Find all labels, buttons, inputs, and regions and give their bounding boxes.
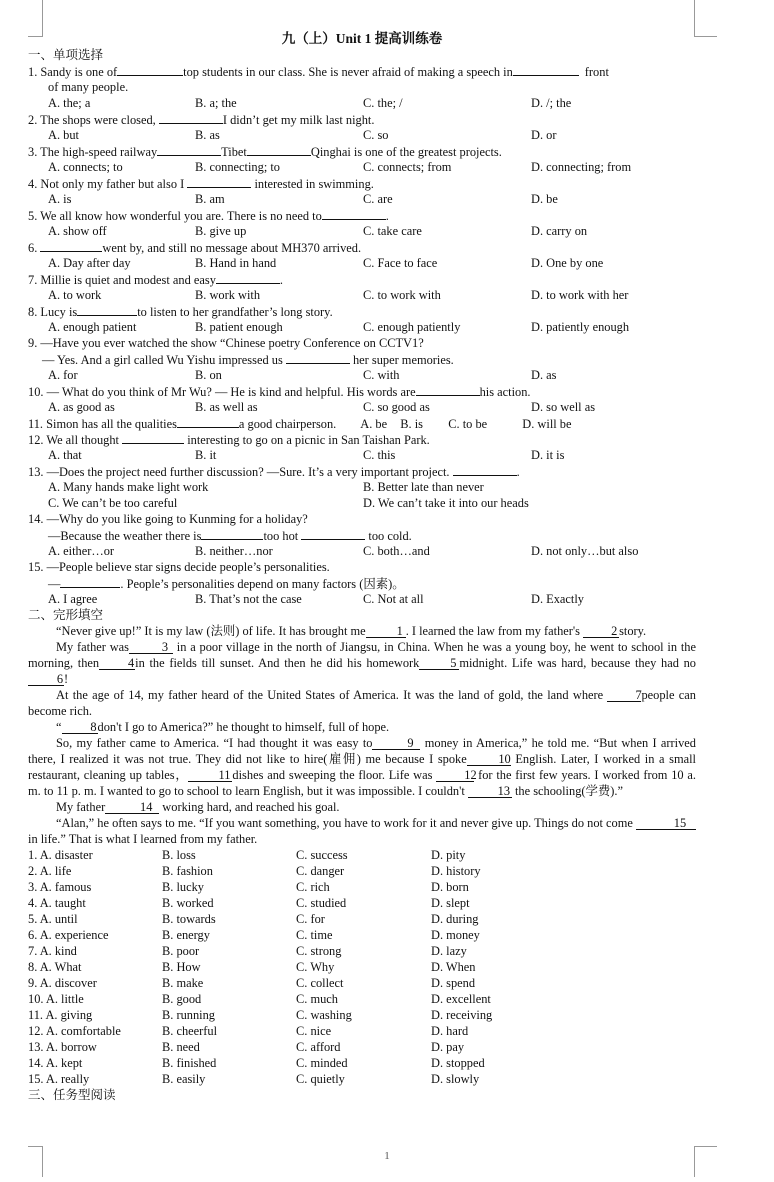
question-13: 13. —Does the project need further discussion? —Sure. It’s a very important project. . [28, 465, 520, 479]
cloze-paragraph-1: “Never give up!” It is my law (法则) of life. It has brought me 1 . I learned the law from my father's 2 story. [56, 624, 647, 638]
cloze-option-row: 11. A. giving B. running C. washing D. receiving [28, 1008, 493, 1022]
question-15-cont: — . People’s personalities depend on many factors (因素)。 [48, 577, 405, 591]
section-heading-single-choice: 一、单项选择 [28, 47, 104, 62]
cloze-option-row: 2. A. life B. fashion C. danger D. history [28, 864, 481, 878]
question-10: 10. — What do you think of Mr Wu? — He is kind and helpful. His words are his action. [28, 385, 531, 399]
question-12: 12. We all thought interesting to go on a picnic in San Taishan Park. [28, 433, 430, 447]
question-8: 8. Lucy is to listen to her grandfather’s long story. [28, 305, 333, 319]
question-14-cont: —Because the weather there is too hot too cold. [48, 529, 412, 543]
question-6-options: A. Day after day B. Hand in hand C. Face to face D. One by one [48, 256, 604, 270]
question-5-options: A. show off B. give up C. take care D. carry on [48, 224, 588, 238]
question-2-options: A. but B. as C. so D. or [48, 128, 557, 142]
cloze-option-row: 15. A. really B. easily C. quietly D. slowly [28, 1072, 480, 1086]
cloze-option-row: 12. A. comfortable B. cheerful C. nice D. hard [28, 1024, 469, 1038]
cloze-paragraph-3: At the age of 14, my father heard of the United States of America. It was the land of gold, the land where 7people can become rich. [28, 688, 696, 718]
question-9: 9. —Have you ever watched the show “Chinese poetry Conference on CCTV1? [28, 336, 424, 350]
question-4-options: A. is B. am C. are D. be [48, 192, 558, 206]
section-heading-task-reading: 三、任务型阅读 [28, 1087, 116, 1102]
question-3: 3. The high-speed railway Tibet Qinghai is one of the greatest projects. [28, 145, 502, 159]
section-heading-cloze: 二、完形填空 [28, 607, 104, 622]
question-4: 4. Not only my father but also I interested in swimming. [28, 177, 374, 191]
question-12-options: A. that B. it C. this D. it is [48, 448, 565, 462]
question-7: 7. Millie is quiet and modest and easy . [28, 273, 284, 287]
cloze-option-row: 3. A. famous B. lucky C. rich D. born [28, 880, 469, 894]
question-11: 11. Simon has all the qualities a good chairperson. A. be B. is C. to be D. will be [28, 417, 572, 431]
question-8-options: A. enough patient B. patient enough C. enough patiently D. patiently enough [48, 320, 630, 334]
cloze-option-row: 14. A. kept B. finished C. minded D. stopped [28, 1056, 485, 1070]
question-15: 15. —People believe star signs decide people’s personalities. [28, 560, 330, 574]
question-9-cont: — Yes. And a girl called Wu Yishu impressed us her super memories. [42, 353, 454, 367]
cloze-option-row: 13. A. borrow B. need C. afford D. pay [28, 1040, 465, 1054]
cloze-paragraph-5: So, my father came to America. “I had thought it was easy to 9 money in America,” he told me. “But when I arrived there, I realized it was not true. They did not like to hire(雇佣) me because I spoke 10 English. Later, I worked in a small restaurant, cleaning up tables， 11 dishes and sweeping the floor. Life was 12 for the first few years. I worked from 10 a. m. to 11 p. m. I wanted to go to school to learn English, but it was impossible. I couldn't 13 the schooling(学费).” [28, 736, 697, 798]
crop-mark-top-right [694, 0, 717, 37]
cloze-option-row: 8. A. What B. How C. Why D. When [28, 960, 476, 974]
cloze-option-row: 7. A. kind B. poor C. strong D. lazy [28, 944, 467, 958]
cloze-option-row: 6. A. experience B. energy C. time D. money [28, 928, 480, 942]
question-15-options: A. I agree B. That’s not the case C. Not at all D. Exactly [48, 592, 584, 606]
document-page [28, 30, 696, 1103]
cloze-option-row: 9. A. discover B. make C. collect D. spend [28, 976, 476, 990]
question-1-cont: of many people. [48, 80, 129, 94]
question-14: 14. —Why do you like going to Kunming for a holiday? [28, 512, 308, 526]
cloze-option-row: 5. A. until B. towards C. for D. during [28, 912, 479, 926]
question-14-options: A. either…or B. neither…nor C. both…and D. not only…but also [48, 544, 639, 558]
page-number: 1 [384, 1150, 390, 1162]
cloze-options [28, 847, 696, 1087]
page-title: 九（上）Unit 1 提高训练卷 [281, 31, 443, 46]
question-13-options-cd: C. We can’t be too careful D. We can’t take it into our heads [48, 496, 529, 510]
cloze-paragraph-7: “Alan,” he often says to me. “If you want something, you have to work for it and never give up. Things do not come 15 in life.” That is what I learned from my father. [28, 815, 696, 847]
question-1-options: A. the; a B. a; the C. the; / D. /; the [48, 96, 572, 110]
question-9-options: A. for B. on C. with D. as [48, 368, 557, 382]
question-6: 6. went by, and still no message about MH370 arrived. [28, 241, 362, 255]
cloze-paragraph-4: “ 8don't I go to America?” he thought to himself, full of hope. [56, 720, 390, 734]
cloze-option-row: 10. A. little B. good C. much D. excellent [28, 992, 491, 1006]
question-3-options: A. connects; to B. connecting; to C. connects; from D. connecting; from [48, 160, 632, 174]
cloze-option-row: 1. A. disaster B. loss C. success D. pity [28, 848, 466, 862]
question-10-options: A. as good as B. as well as C. so good as D. so well as [48, 400, 596, 414]
cloze-paragraph-6: My father 14 working hard, and reached his goal. [56, 800, 340, 814]
question-1: 1. Sandy is one of top students in our class. She is never afraid of making a speech in front [28, 65, 609, 79]
question-2: 2. The shops were closed, I didn’t get my milk last night. [28, 113, 375, 127]
question-7-options: A. to work B. work with C. to work with D. to work with her [48, 288, 629, 302]
cloze-paragraph-2: My father was 3 in a poor village in the north of Jiangsu, in China. When he was a young boy, he went to school in the morning, then 4in the fields till sunset. And then he did his homework 5 midnight. Life was hard, because they had no6! [28, 640, 697, 686]
cloze-option-row: 4. A. taught B. worked C. studied D. slept [28, 896, 470, 910]
question-13-options-ab: A. Many hands make light work B. Better late than never [48, 480, 484, 494]
question-5: 5. We all know how wonderful you are. There is no need to . [28, 209, 389, 223]
